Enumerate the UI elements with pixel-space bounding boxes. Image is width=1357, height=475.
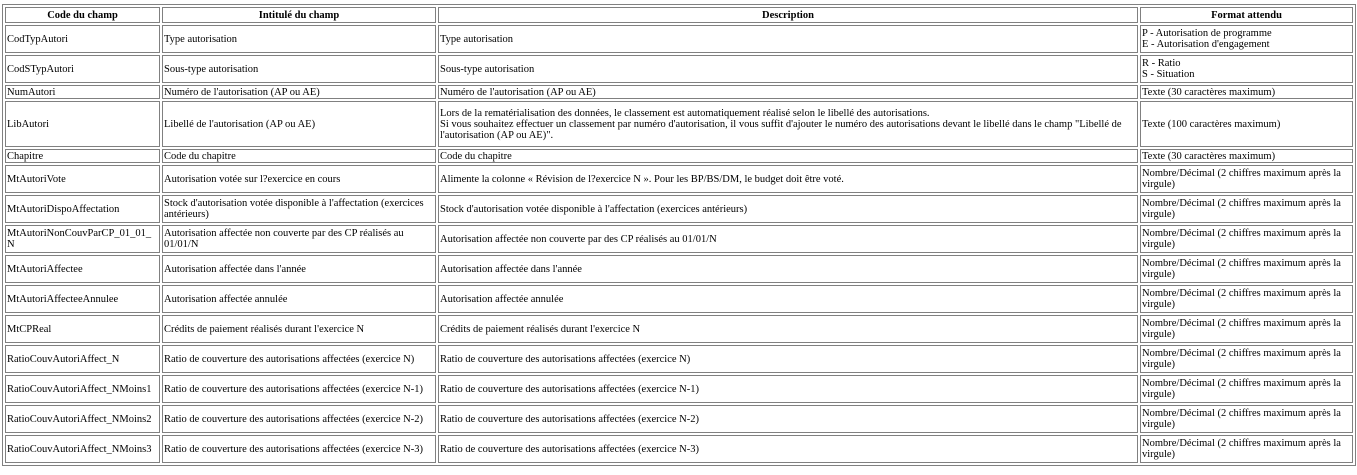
cell-label: Ratio de couverture des autorisations affectées (exercice N) (162, 345, 436, 373)
cell-format-line: Nombre/Décimal (2 chiffres maximum après la virgule) (1142, 198, 1341, 220)
cell-description-line: Autorisation affectée annulée (440, 293, 564, 305)
cell-code: RatioCouvAutoriAffect_NMoins1 (5, 375, 160, 403)
cell-description (438, 225, 1138, 253)
cell-format-line: Nombre/Décimal (2 chiffres maximum après la virgule) (1142, 408, 1341, 430)
table-header-row (5, 7, 1353, 23)
table-row (5, 101, 1353, 147)
cell-format-line: Nombre/Décimal (2 chiffres maximum après la virgule) (1142, 258, 1341, 280)
cell-code: RatioCouvAutoriAffect_NMoins2 (5, 405, 160, 433)
cell-format (1140, 315, 1353, 343)
cell-format (1140, 55, 1353, 83)
cell-description-line: Lors de la rematérialisation des données, le classement est automatiquement réalisé selon le libellé des autorisations. (440, 107, 930, 119)
cell-format (1140, 195, 1353, 223)
cell-label: Autorisation affectée annulée (162, 285, 436, 313)
cell-format (1140, 255, 1353, 283)
cell-label: Sous-type autorisation (162, 55, 436, 83)
cell-format-line: Texte (30 caractères maximum) (1142, 86, 1276, 98)
cell-format-line: Nombre/Décimal (2 chiffres maximum après la virgule) (1142, 438, 1341, 460)
cell-format (1140, 345, 1353, 373)
cell-code: MtAutoriAffectee (5, 255, 160, 283)
cell-format-line: Nombre/Décimal (2 chiffres maximum après la virgule) (1142, 348, 1341, 370)
header-label: Intitulé du champ (162, 7, 436, 23)
cell-label: Code du chapitre (162, 149, 436, 163)
cell-code: RatioCouvAutoriAffect_N (5, 345, 160, 373)
cell-label: Libellé de l'autorisation (AP ou AE) (162, 101, 436, 147)
table-row (5, 255, 1353, 283)
cell-description (438, 165, 1138, 193)
cell-description-line: Type autorisation (440, 33, 514, 45)
cell-description (438, 315, 1138, 343)
cell-description (438, 405, 1138, 433)
cell-description (438, 55, 1138, 83)
cell-format-line: Nombre/Décimal (2 chiffres maximum après la virgule) (1142, 228, 1341, 250)
table-row (5, 345, 1353, 373)
table-row (5, 195, 1353, 223)
cell-code: CodTypAutori (5, 25, 160, 53)
cell-format-line: Nombre/Décimal (2 chiffres maximum après la virgule) (1142, 318, 1341, 340)
cell-description-line: Ratio de couverture des autorisations affectées (exercice N-2) (440, 413, 699, 425)
cell-description-line: Ratio de couverture des autorisations affectées (exercice N) (440, 353, 691, 365)
cell-format (1140, 285, 1353, 313)
cell-label: Type autorisation (162, 25, 436, 53)
table-row (5, 375, 1353, 403)
cell-code: MtCPReal (5, 315, 160, 343)
cell-format-line: Nombre/Décimal (2 chiffres maximum après la virgule) (1142, 378, 1341, 400)
table-row (5, 315, 1353, 343)
cell-description (438, 375, 1138, 403)
cell-description-line: Sous-type autorisation (440, 63, 535, 75)
cell-code: RatioCouvAutoriAffect_NMoins3 (5, 435, 160, 463)
cell-description-line: Alimente la colonne « Révision de l?exercice N ». Pour les BP/BS/DM, le budget doit être voté. (440, 173, 844, 185)
cell-format (1140, 85, 1353, 99)
cell-code: CodSTypAutori (5, 55, 160, 83)
cell-description (438, 285, 1138, 313)
cell-description-line: Ratio de couverture des autorisations affectées (exercice N-3) (440, 443, 699, 455)
cell-code: LibAutori (5, 101, 160, 147)
table-row (5, 405, 1353, 433)
header-format: Format attendu (1140, 7, 1353, 23)
table-row (5, 225, 1353, 253)
cell-description (438, 195, 1138, 223)
cell-label: Stock d'autorisation votée disponible à l'affectation (exercices antérieurs) (162, 195, 436, 223)
cell-format (1140, 375, 1353, 403)
cell-format-line: P - Autorisation de programme (1142, 28, 1272, 39)
cell-format (1140, 25, 1353, 53)
cell-label: Crédits de paiement réalisés durant l'exercice N (162, 315, 436, 343)
cell-code: MtAutoriAffecteeAnnulee (5, 285, 160, 313)
cell-label: Numéro de l'autorisation (AP ou AE) (162, 85, 436, 99)
table-row (5, 285, 1353, 313)
table-row (5, 435, 1353, 463)
cell-description-line: Numéro de l'autorisation (AP ou AE) (440, 86, 596, 98)
cell-description (438, 435, 1138, 463)
cell-label: Autorisation votée sur l?exercice en cours (162, 165, 436, 193)
cell-code: NumAutori (5, 85, 160, 99)
cell-code: MtAutoriDispoAffectation (5, 195, 160, 223)
table-body (5, 25, 1353, 463)
cell-description-line: Ratio de couverture des autorisations affectées (exercice N-1) (440, 383, 699, 395)
table-row (5, 55, 1353, 83)
cell-description-line: Si vous souhaitez effectuer un classement par numéro d'autorisation, il vous suffit d'ajouter le numéro des autorisations devant le libellé dans le champ "Libellé de l'autorisation (AP ou AE)". (440, 118, 1122, 141)
cell-format (1140, 435, 1353, 463)
cell-code: MtAutoriNonCouvParCP_01_01_N (5, 225, 160, 253)
header-description: Description (438, 7, 1138, 23)
cell-description (438, 101, 1138, 147)
cell-description-line: Stock d'autorisation votée disponible à l'affectation (exercices antérieurs) (440, 203, 748, 215)
cell-label: Autorisation affectée dans l'année (162, 255, 436, 283)
cell-format-line: Nombre/Décimal (2 chiffres maximum après la virgule) (1142, 288, 1341, 310)
cell-description (438, 255, 1138, 283)
cell-code: MtAutoriVote (5, 165, 160, 193)
cell-description (438, 25, 1138, 53)
cell-format (1140, 149, 1353, 163)
cell-description-line: Code du chapitre (440, 150, 512, 162)
cell-format (1140, 101, 1353, 147)
table-row (5, 149, 1353, 163)
cell-format (1140, 405, 1353, 433)
cell-label: Ratio de couverture des autorisations affectées (exercice N-3) (162, 435, 436, 463)
cell-label: Autorisation affectée non couverte par des CP réalisés au 01/01/N (162, 225, 436, 253)
cell-format-line: E - Autorisation d'engagement (1142, 39, 1270, 50)
cell-label: Ratio de couverture des autorisations affectées (exercice N-1) (162, 375, 436, 403)
cell-description (438, 85, 1138, 99)
cell-label: Ratio de couverture des autorisations affectées (exercice N-2) (162, 405, 436, 433)
table-row (5, 85, 1353, 99)
field-spec-table (2, 4, 1356, 466)
cell-format-line: Texte (100 caractères maximum) (1142, 118, 1281, 130)
header-code: Code du champ (5, 7, 160, 23)
cell-code: Chapitre (5, 149, 160, 163)
cell-description (438, 149, 1138, 163)
cell-format (1140, 165, 1353, 193)
cell-format-line: S - Situation (1142, 69, 1195, 80)
cell-description-line: Autorisation affectée non couverte par des CP réalisés au 01/01/N (440, 233, 717, 245)
cell-description (438, 345, 1138, 373)
cell-format (1140, 225, 1353, 253)
cell-format-line: R - Ratio (1142, 58, 1181, 69)
cell-format-line: Texte (30 caractères maximum) (1142, 150, 1276, 162)
cell-format-line: Nombre/Décimal (2 chiffres maximum après la virgule) (1142, 168, 1341, 190)
cell-description-line: Autorisation affectée dans l'année (440, 263, 582, 275)
cell-description-line: Crédits de paiement réalisés durant l'exercice N (440, 323, 641, 335)
table-row (5, 165, 1353, 193)
table-row (5, 25, 1353, 53)
